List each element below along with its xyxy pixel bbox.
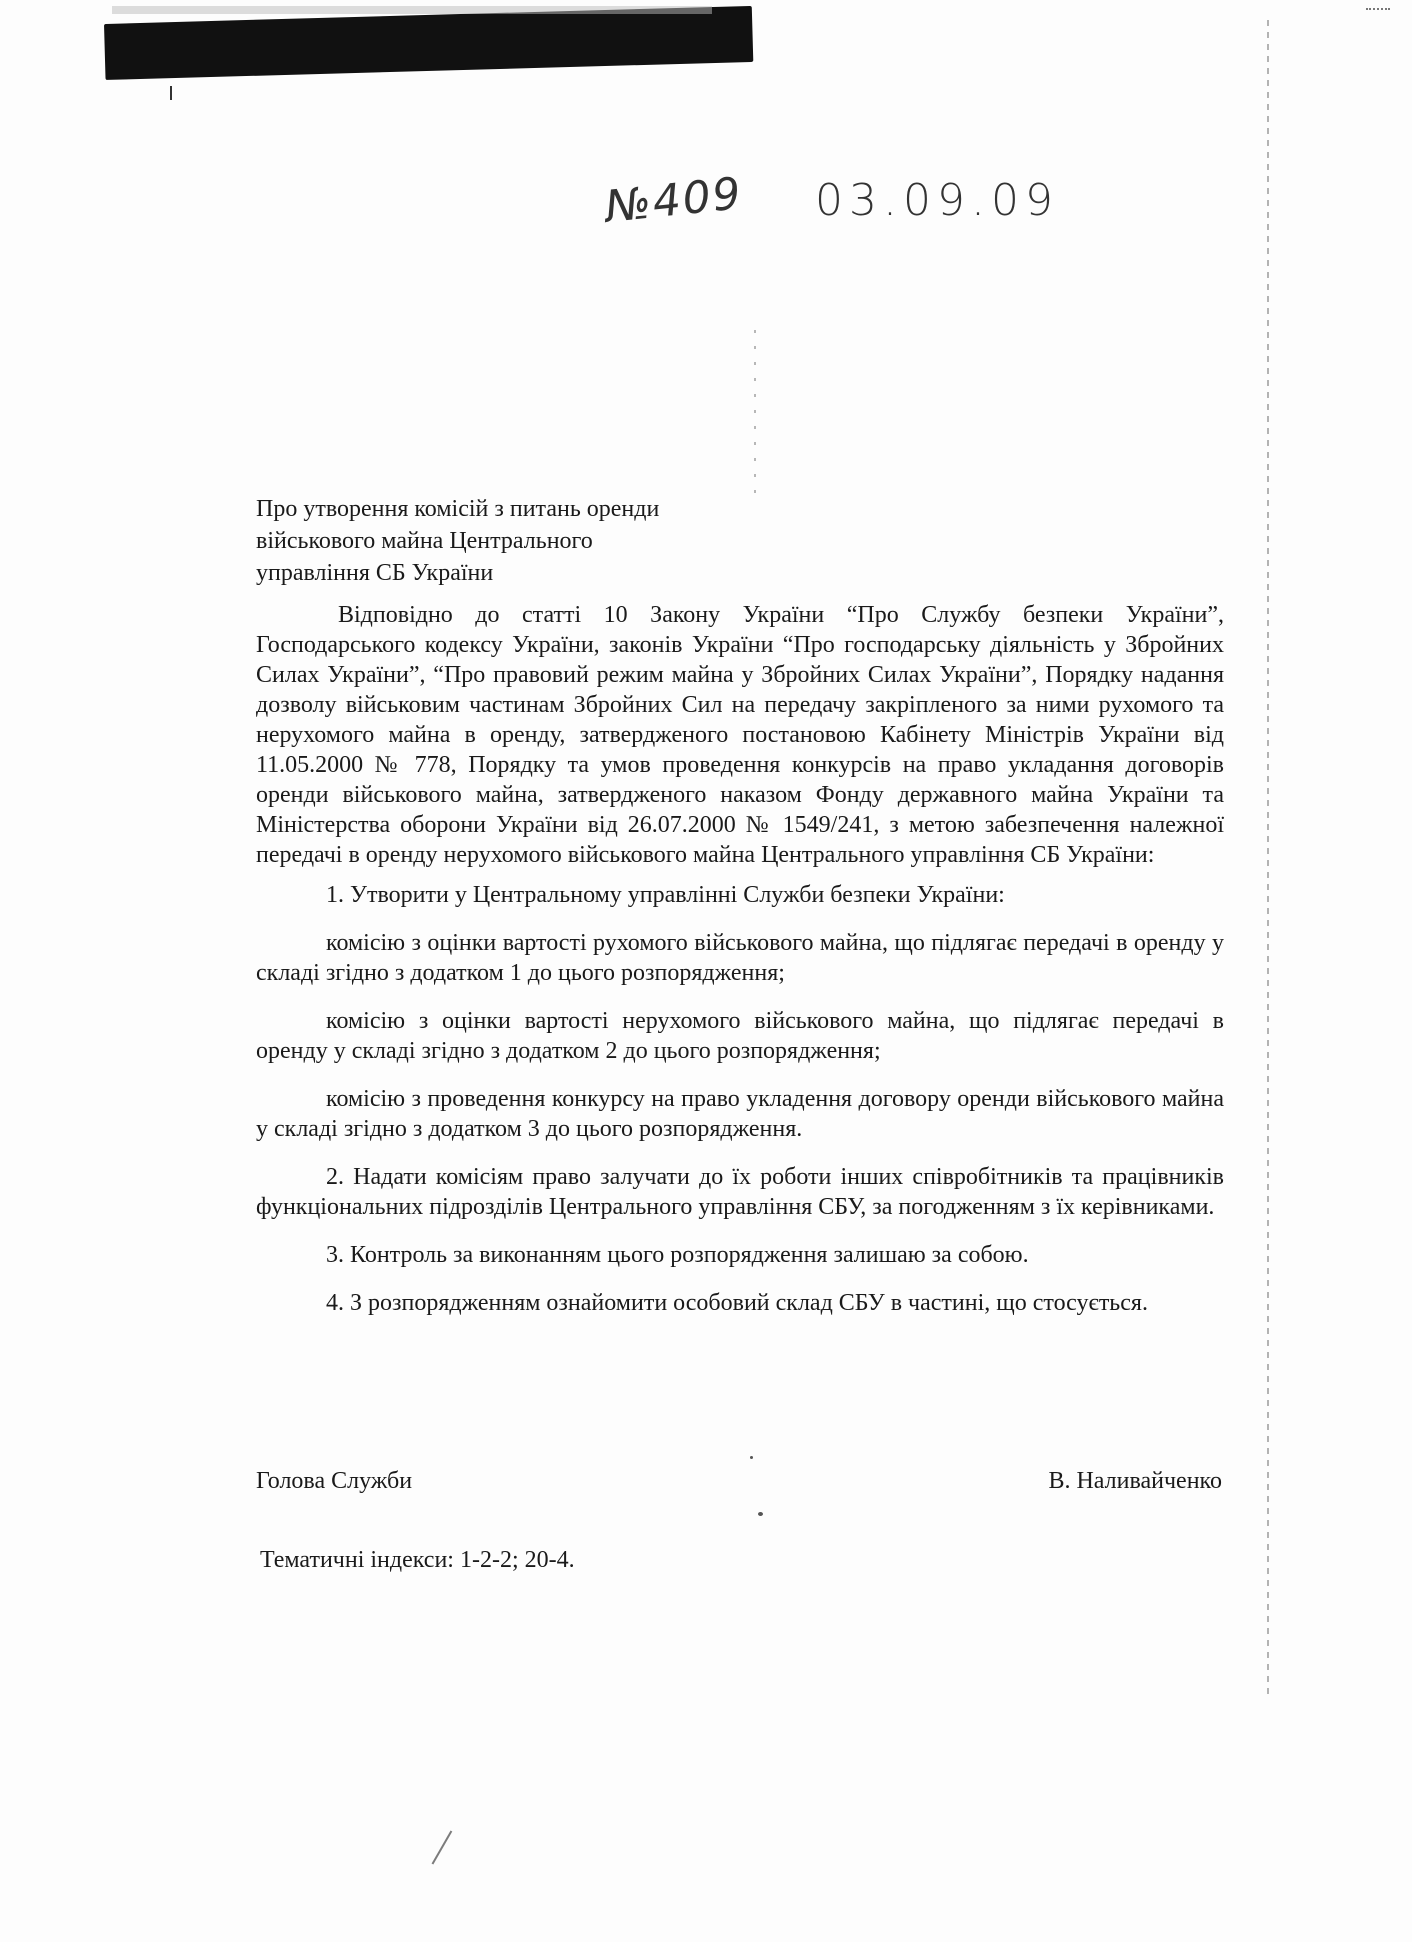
signature-position: Голова Служби xyxy=(256,1468,413,1494)
thematic-indices: Тематичні індекси: 1-2-2; 20-4. xyxy=(260,1547,575,1573)
scan-speck xyxy=(750,1456,753,1459)
intro-paragraph: Відповідно до статті 10 Закону України “Про Службу безпеки України”, Господарського кодексу України, законів України “Про господарську діяльність у Збройних Силах України”, “Про правовий режим майна у Збройних Силах України”, Порядку надання дозволу військовим частинам Збройних Сил на передачу закріпленого за ними рухомого та нерухомого майна в оренду, затвердженого постановою Кабінету Міністрів України від 11.05.2000 № 778, Порядку та умов проведення конкурсів на право укладання договорів оренди військового майна, затвердженого наказом Фонду державного майна України та Міністерства оборони України від 26.07.2000 № 1549/241, з метою забезпечення належної передачі в оренду нерухомого військового майна Центрального управління СБ України: xyxy=(256,602,1224,868)
document-title xyxy=(256,493,816,589)
document-body xyxy=(256,600,1224,1318)
sub-item-3: комісію з проведення конкурсу на право укладення договору оренди військового майна у складі згідно з додатком 3 до цього розпорядження. xyxy=(256,1086,1224,1142)
item-2: 2. Надати комісіям право залучати до їх роботи інших співробітників та працівників функціональних підрозділів Центрального управління СБУ, за погодженням з їх керівниками. xyxy=(256,1164,1224,1220)
scan-margin-line xyxy=(1267,20,1269,1700)
item-3: 3. Контроль за виконанням цього розпорядження залишаю за собою. xyxy=(326,1242,1029,1268)
scan-smear xyxy=(112,6,712,14)
item-4: 4. З розпорядженням ознайомити особовий склад СБУ в частині, що стосується. xyxy=(326,1290,1148,1316)
scan-corner-mark xyxy=(1366,8,1390,24)
scan-specks xyxy=(754,330,756,500)
scan-mark xyxy=(170,86,172,100)
sub-item-2: комісію з оцінки вартості нерухомого військового майна, що підлягає передачі в оренду у складі згідно з додатком 2 до цього розпорядження; xyxy=(256,1008,1224,1064)
redaction-bar xyxy=(104,6,753,80)
handwritten-date: 03.09.09 xyxy=(815,175,1059,226)
signature-name: В. Наливайченко xyxy=(1048,1468,1222,1494)
signature-block xyxy=(256,1466,1222,1496)
title-line: управління СБ України xyxy=(256,560,494,586)
title-line: Про утворення комісій з питань оренди xyxy=(256,496,660,522)
handwritten-number: №409 xyxy=(602,167,746,234)
item-1: 1. Утворити у Центральному управлінні Служби безпеки України: xyxy=(326,882,1005,908)
scan-scribble xyxy=(432,1831,465,1872)
sub-item-1: комісію з оцінки вартості рухомого військового майна, що підлягає передачі в оренду у складі згідно з додатком 1 до цього розпорядження; xyxy=(256,930,1224,986)
title-line: військового майна Центрального xyxy=(256,528,593,554)
scan-speck xyxy=(758,1512,763,1516)
